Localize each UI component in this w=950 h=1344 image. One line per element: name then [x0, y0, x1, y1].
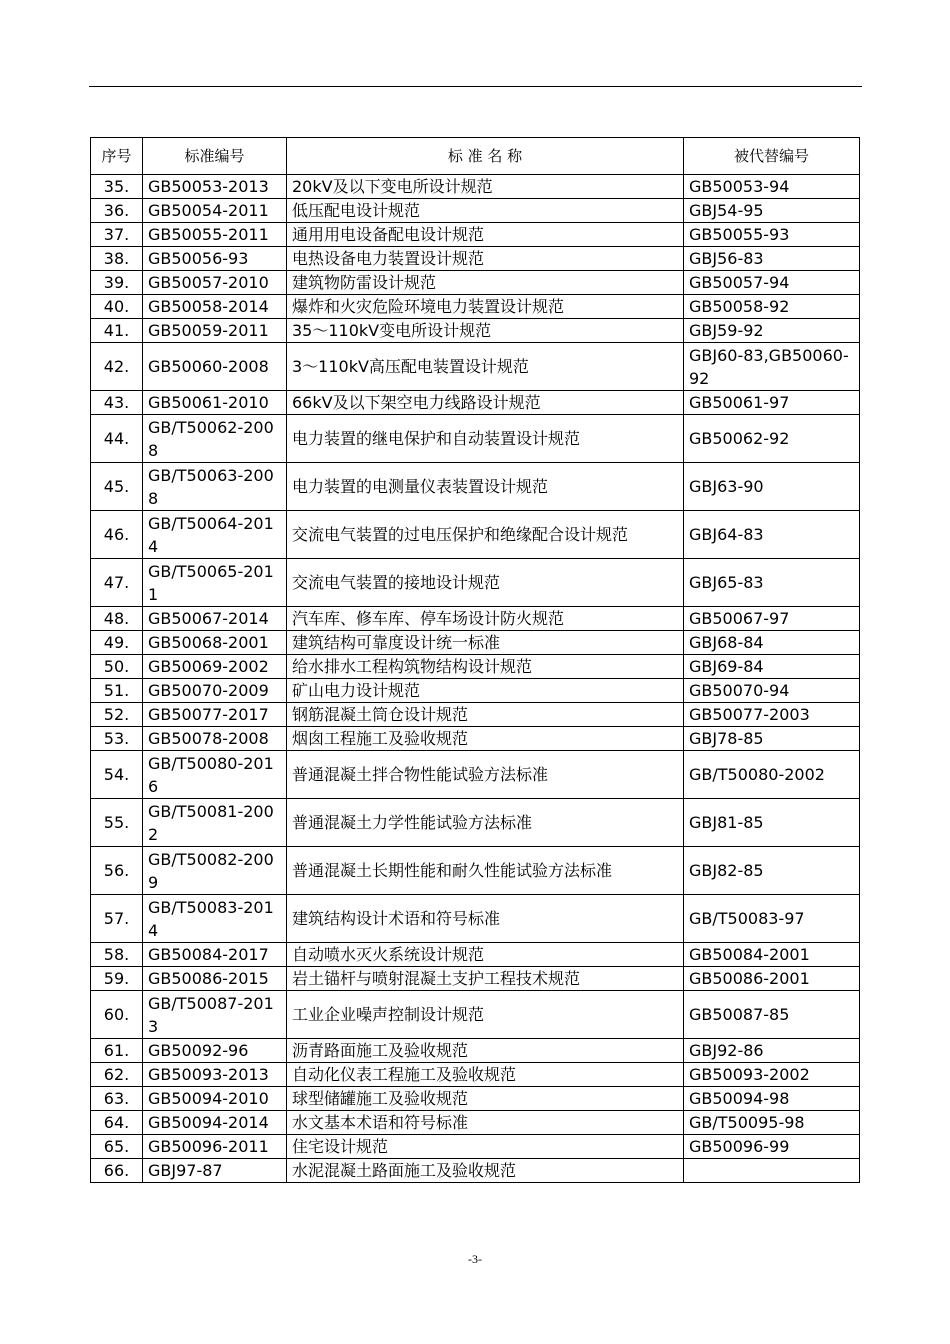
row-replaced: GBJ78-85 — [684, 727, 860, 751]
row-code: GB/T50062-2008 — [143, 415, 287, 463]
table-row — [91, 391, 860, 415]
table-row — [91, 1039, 860, 1063]
row-name: 普通混凝土长期性能和耐久性能试验方法标准 — [287, 847, 684, 895]
table-row — [91, 847, 860, 895]
row-replaced: GB50077-2003 — [684, 703, 860, 727]
row-replaced: GBJ82-85 — [684, 847, 860, 895]
row-replaced: GB50086-2001 — [684, 967, 860, 991]
row-seq: 63. — [91, 1087, 143, 1111]
row-seq: 40. — [91, 295, 143, 319]
row-name: 35～110kV变电所设计规范 — [287, 319, 684, 343]
row-name: 66kV及以下架空电力线路设计规范 — [287, 391, 684, 415]
row-code: GB50068-2001 — [143, 631, 287, 655]
page-number: -3- — [468, 1252, 482, 1266]
row-code: GB/T50064-2014 — [143, 511, 287, 559]
row-replaced: GB50087-85 — [684, 991, 860, 1039]
row-seq: 35. — [91, 175, 143, 199]
row-code: GB50092-96 — [143, 1039, 287, 1063]
row-replaced: GB50070-94 — [684, 679, 860, 703]
row-name: 电热设备电力装置设计规范 — [287, 247, 684, 271]
row-code: GB50070-2009 — [143, 679, 287, 703]
row-replaced: GB50094-98 — [684, 1087, 860, 1111]
row-code: GB/T50087-2013 — [143, 991, 287, 1039]
row-code: GB50058-2014 — [143, 295, 287, 319]
row-name: 球型储罐施工及验收规范 — [287, 1087, 684, 1111]
row-code: GB50056-93 — [143, 247, 287, 271]
row-seq: 51. — [91, 679, 143, 703]
row-replaced: GBJ56-83 — [684, 247, 860, 271]
table-row — [91, 1135, 860, 1159]
row-replaced: GB50055-93 — [684, 223, 860, 247]
table-row — [91, 607, 860, 631]
row-seq: 52. — [91, 703, 143, 727]
row-code: GB50077-2017 — [143, 703, 287, 727]
row-name: 工业企业噪声控制设计规范 — [287, 991, 684, 1039]
row-seq: 37. — [91, 223, 143, 247]
row-seq: 39. — [91, 271, 143, 295]
row-replaced: GB50061-97 — [684, 391, 860, 415]
row-seq: 38. — [91, 247, 143, 271]
row-replaced: GBJ59-92 — [684, 319, 860, 343]
table-row — [91, 559, 860, 607]
row-code: GB/T50065-2011 — [143, 559, 287, 607]
row-code: GB/T50080-2016 — [143, 751, 287, 799]
table-row — [91, 943, 860, 967]
table-row — [91, 967, 860, 991]
row-name: 交流电气装置的过电压保护和绝缘配合设计规范 — [287, 511, 684, 559]
row-name: 矿山电力设计规范 — [287, 679, 684, 703]
row-replaced: GBJ60-83,GB50060-92 — [684, 343, 860, 391]
row-name: 汽车库、修车库、停车场设计防火规范 — [287, 607, 684, 631]
row-code: GB/T50083-2014 — [143, 895, 287, 943]
table-header-row — [91, 138, 860, 175]
row-name: 自动喷水灭火系统设计规范 — [287, 943, 684, 967]
row-seq: 44. — [91, 415, 143, 463]
row-replaced: GB/T50080-2002 — [684, 751, 860, 799]
header-replaced: 被代替编号 — [684, 138, 860, 175]
table-row — [91, 463, 860, 511]
row-name: 交流电气装置的接地设计规范 — [287, 559, 684, 607]
table-row — [91, 1111, 860, 1135]
row-name: 电力装置的继电保护和自动装置设计规范 — [287, 415, 684, 463]
row-code: GBJ97-87 — [143, 1159, 287, 1183]
row-name: 钢筋混凝土筒仓设计规范 — [287, 703, 684, 727]
row-seq: 65. — [91, 1135, 143, 1159]
row-code: GB50093-2013 — [143, 1063, 287, 1087]
row-name: 电力装置的电测量仪表装置设计规范 — [287, 463, 684, 511]
row-replaced: GB50053-94 — [684, 175, 860, 199]
row-code: GB50086-2015 — [143, 967, 287, 991]
row-replaced: GB50058-92 — [684, 295, 860, 319]
row-name: 20kV及以下变电所设计规范 — [287, 175, 684, 199]
row-replaced: GB50093-2002 — [684, 1063, 860, 1087]
row-name: 低压配电设计规范 — [287, 199, 684, 223]
row-seq: 46. — [91, 511, 143, 559]
table-row — [91, 199, 860, 223]
row-code: GB/T50081-2002 — [143, 799, 287, 847]
row-seq: 43. — [91, 391, 143, 415]
row-seq: 62. — [91, 1063, 143, 1087]
row-seq: 58. — [91, 943, 143, 967]
table-row — [91, 1087, 860, 1111]
row-seq: 42. — [91, 343, 143, 391]
row-seq: 57. — [91, 895, 143, 943]
table-row — [91, 679, 860, 703]
row-name: 岩土锚杆与喷射混凝土支护工程技术规范 — [287, 967, 684, 991]
row-code: GB50094-2014 — [143, 1111, 287, 1135]
header-name: 标 准 名 称 — [287, 138, 684, 175]
table-row — [91, 343, 860, 391]
row-name: 建筑物防雷设计规范 — [287, 271, 684, 295]
row-replaced: GBJ63-90 — [684, 463, 860, 511]
row-replaced: GBJ54-95 — [684, 199, 860, 223]
header-seq: 序号 — [91, 138, 143, 175]
row-seq: 56. — [91, 847, 143, 895]
row-code: GB50053-2013 — [143, 175, 287, 199]
row-replaced: GBJ69-84 — [684, 655, 860, 679]
row-seq: 45. — [91, 463, 143, 511]
row-seq: 50. — [91, 655, 143, 679]
table-row — [91, 1063, 860, 1087]
table-row — [91, 175, 860, 199]
table-row — [91, 631, 860, 655]
row-name: 水文基本术语和符号标准 — [287, 1111, 684, 1135]
row-code: GB50078-2008 — [143, 727, 287, 751]
row-name: 建筑结构可靠度设计统一标准 — [287, 631, 684, 655]
row-name: 普通混凝土力学性能试验方法标准 — [287, 799, 684, 847]
row-name: 3～110kV高压配电装置设计规范 — [287, 343, 684, 391]
table-row — [91, 247, 860, 271]
row-replaced: GB/T50095-98 — [684, 1111, 860, 1135]
table-row — [91, 727, 860, 751]
row-code: GB50061-2010 — [143, 391, 287, 415]
row-seq: 54. — [91, 751, 143, 799]
row-code: GB50069-2002 — [143, 655, 287, 679]
row-replaced — [684, 1159, 860, 1183]
row-replaced: GBJ92-86 — [684, 1039, 860, 1063]
row-code: GB50060-2008 — [143, 343, 287, 391]
table-row — [91, 319, 860, 343]
row-replaced: GB50067-97 — [684, 607, 860, 631]
table-row — [91, 895, 860, 943]
row-seq: 59. — [91, 967, 143, 991]
row-name: 烟囱工程施工及验收规范 — [287, 727, 684, 751]
row-name: 住宅设计规范 — [287, 1135, 684, 1159]
row-code: GB50096-2011 — [143, 1135, 287, 1159]
row-code: GB50054-2011 — [143, 199, 287, 223]
row-name: 建筑结构设计术语和符号标准 — [287, 895, 684, 943]
table-row — [91, 655, 860, 679]
table-row — [91, 511, 860, 559]
row-replaced: GB50057-94 — [684, 271, 860, 295]
row-replaced: GBJ65-83 — [684, 559, 860, 607]
row-name: 沥青路面施工及验收规范 — [287, 1039, 684, 1063]
table-row — [91, 295, 860, 319]
table-row — [91, 415, 860, 463]
row-name: 给水排水工程构筑物结构设计规范 — [287, 655, 684, 679]
row-seq: 41. — [91, 319, 143, 343]
row-replaced: GB50084-2001 — [684, 943, 860, 967]
standards-table — [90, 137, 860, 1183]
row-replaced: GBJ64-83 — [684, 511, 860, 559]
table-row — [91, 703, 860, 727]
row-seq: 47. — [91, 559, 143, 607]
row-code: GB50067-2014 — [143, 607, 287, 631]
row-replaced: GBJ68-84 — [684, 631, 860, 655]
row-name: 普通混凝土拌合物性能试验方法标准 — [287, 751, 684, 799]
table-row — [91, 271, 860, 295]
row-replaced: GB50062-92 — [684, 415, 860, 463]
row-replaced: GB50096-99 — [684, 1135, 860, 1159]
row-seq: 60. — [91, 991, 143, 1039]
header-code: 标准编号 — [143, 138, 287, 175]
row-name: 通用用电设备配电设计规范 — [287, 223, 684, 247]
table-row — [91, 751, 860, 799]
table-row — [91, 799, 860, 847]
row-seq: 36. — [91, 199, 143, 223]
row-code: GB/T50082-2009 — [143, 847, 287, 895]
row-code: GB50059-2011 — [143, 319, 287, 343]
header-rule — [89, 86, 862, 87]
row-name: 自动化仪表工程施工及验收规范 — [287, 1063, 684, 1087]
row-seq: 49. — [91, 631, 143, 655]
row-name: 爆炸和火灾危险环境电力装置设计规范 — [287, 295, 684, 319]
row-code: GB50084-2017 — [143, 943, 287, 967]
row-seq: 61. — [91, 1039, 143, 1063]
row-code: GB50057-2010 — [143, 271, 287, 295]
row-code: GB/T50063-2008 — [143, 463, 287, 511]
row-seq: 48. — [91, 607, 143, 631]
row-replaced: GB/T50083-97 — [684, 895, 860, 943]
row-seq: 66. — [91, 1159, 143, 1183]
row-seq: 53. — [91, 727, 143, 751]
row-seq: 64. — [91, 1111, 143, 1135]
row-code: GB50055-2011 — [143, 223, 287, 247]
row-replaced: GBJ81-85 — [684, 799, 860, 847]
row-seq: 55. — [91, 799, 143, 847]
row-code: GB50094-2010 — [143, 1087, 287, 1111]
table-row — [91, 1159, 860, 1183]
table-row — [91, 991, 860, 1039]
table-row — [91, 223, 860, 247]
row-name: 水泥混凝土路面施工及验收规范 — [287, 1159, 684, 1183]
